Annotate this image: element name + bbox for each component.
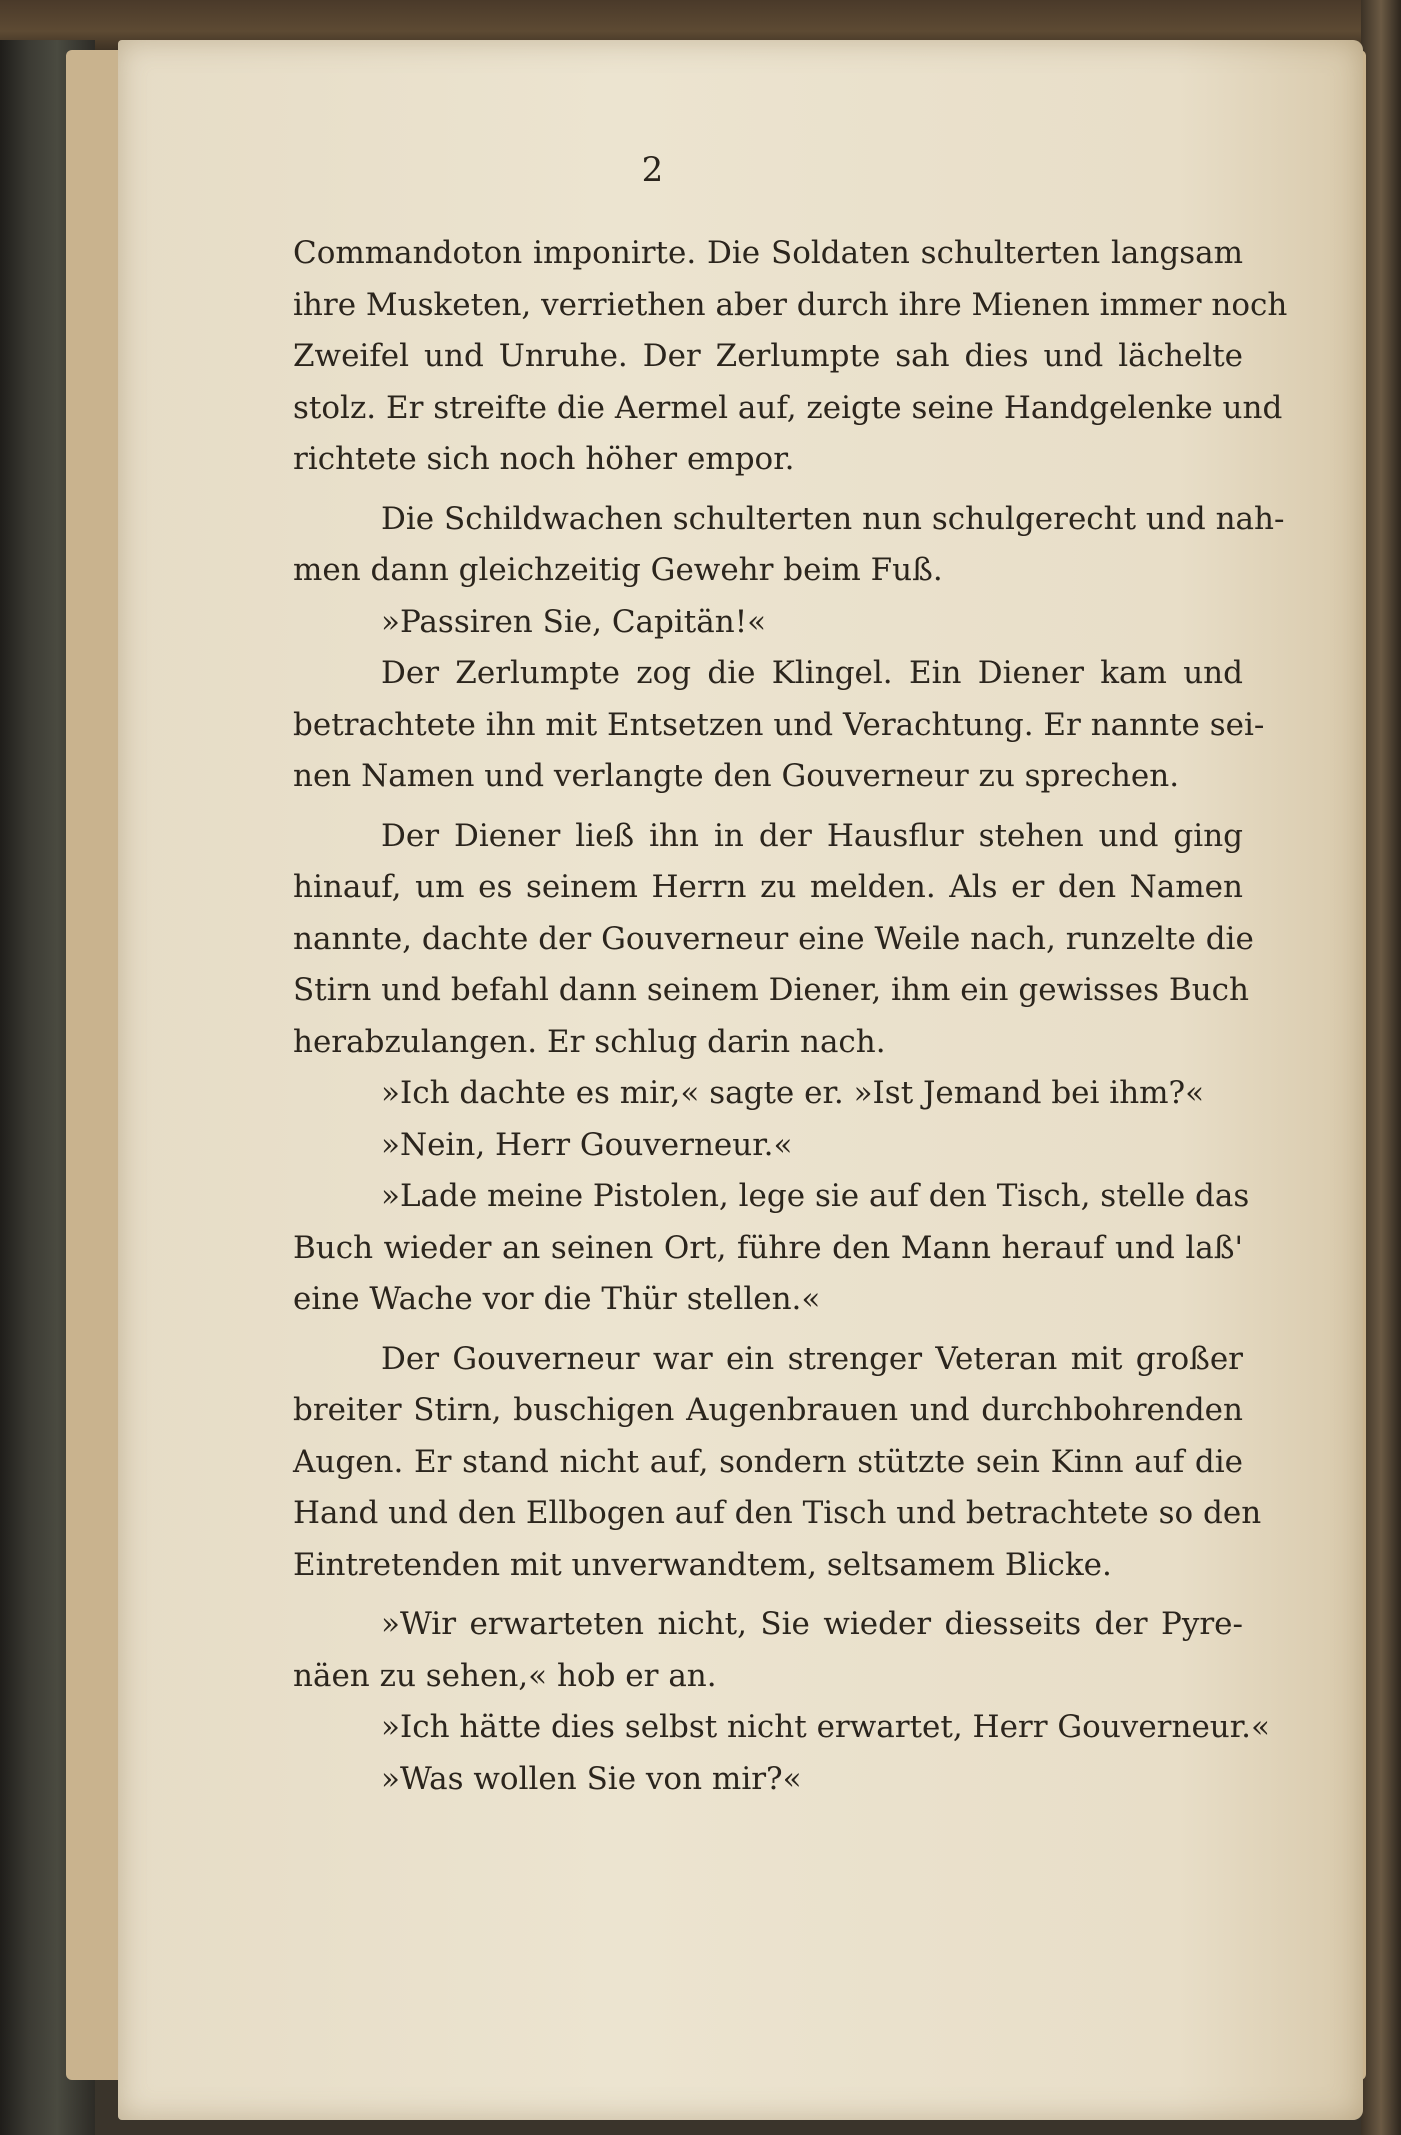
text-line: »Wir erwarteten nicht, Sie wieder diesseits der Pyre- bbox=[381, 1606, 1243, 1642]
text-line: »Passiren Sie, Capitän!« bbox=[381, 603, 767, 640]
text-line: betrachtete ihn mit Entsetzen und Verachtung. Er nannte sei- bbox=[293, 706, 1265, 743]
text-line: »Lade meine Pistolen, lege sie auf den Tisch, stelle das bbox=[381, 1178, 1250, 1214]
text-line: Der Zerlumpte zog die Klingel. Ein Diener kam und bbox=[381, 655, 1243, 691]
text-line: eine Wache vor die Thür stellen.« bbox=[293, 1281, 821, 1317]
text-line: Die Schildwachen schulterten nun schulgerecht und nah- bbox=[381, 500, 1285, 537]
text-line: ihre Musketen, verriethen aber durch ihre Mienen immer noch bbox=[293, 286, 1288, 323]
text-line: Augen. Er stand nicht auf, sondern stützte sein Kinn auf die bbox=[293, 1443, 1243, 1480]
text-line: »Was wollen Sie von mir?« bbox=[381, 1760, 802, 1797]
text-line: breiter Stirn, buschigen Augenbrauen und durchbohrenden bbox=[293, 1392, 1243, 1428]
text-line: näen zu sehen,« hob er an. bbox=[293, 1657, 717, 1694]
text-line: »Nein, Herr Gouverneur.« bbox=[381, 1126, 793, 1163]
text-line: »Ich dachte es mir,« sagte er. »Ist Jemand bei ihm?« bbox=[381, 1075, 1205, 1111]
page-number: 2 bbox=[641, 150, 664, 190]
paragraph bbox=[293, 597, 1243, 649]
text-line: nannte, dachte der Gouverneur eine Weile nach, runzelte die bbox=[293, 920, 1254, 957]
text-line: richtete sich noch höher empor. bbox=[293, 441, 795, 477]
paragraph bbox=[293, 1599, 1243, 1702]
text-line: men dann gleichzeitig Gewehr beim Fuß. bbox=[293, 552, 943, 588]
text-line: Buch wieder an seinen Ort, führe den Mann herauf und laß' bbox=[293, 1229, 1243, 1266]
paragraph bbox=[293, 648, 1265, 803]
book-cover-right bbox=[1361, 0, 1401, 2135]
paragraph bbox=[293, 1702, 1270, 1754]
text-line: Zweifel und Unruhe. Der Zerlumpte sah dies und lächelte bbox=[293, 338, 1243, 374]
text-line: nen Namen und verlangte den Gouverneur zu sprechen. bbox=[293, 758, 1180, 794]
body-text bbox=[293, 228, 1288, 1805]
text-line: Eintretenden mit unverwandtem, seltsamem Blicke. bbox=[293, 1546, 1112, 1583]
text-line: Commandoton imponirte. Die Soldaten schulterten langsam bbox=[293, 235, 1243, 271]
paragraph bbox=[293, 1754, 1243, 1806]
text-line: Der Diener ließ ihn in der Hausflur stehen und ging bbox=[381, 817, 1243, 854]
text-line: Stirn und befahl dann seinem Diener, ihm ein gewisses Buch bbox=[293, 972, 1249, 1008]
text-line: »Ich hätte dies selbst nicht erwartet, Herr Gouverneur.« bbox=[381, 1709, 1270, 1745]
text-line: herabzulangen. Er schlug darin nach. bbox=[293, 1023, 886, 1060]
paragraph bbox=[293, 228, 1288, 486]
text-line: stolz. Er streifte die Aermel auf, zeigte seine Handgelenke und bbox=[293, 389, 1283, 426]
paragraph bbox=[293, 1171, 1250, 1326]
text-line: hinauf, um es seinem Herrn zu melden. Als er den Namen bbox=[293, 869, 1243, 905]
paragraph bbox=[293, 494, 1285, 597]
text-line: Der Gouverneur war ein strenger Veteran mit großer bbox=[381, 1340, 1243, 1377]
paragraph bbox=[293, 1068, 1243, 1120]
paragraph bbox=[293, 811, 1254, 1069]
paragraph bbox=[293, 1334, 1262, 1592]
paragraph bbox=[293, 1120, 1243, 1172]
text-line: Hand und den Ellbogen auf den Tisch und betrachtete so den bbox=[293, 1495, 1262, 1531]
